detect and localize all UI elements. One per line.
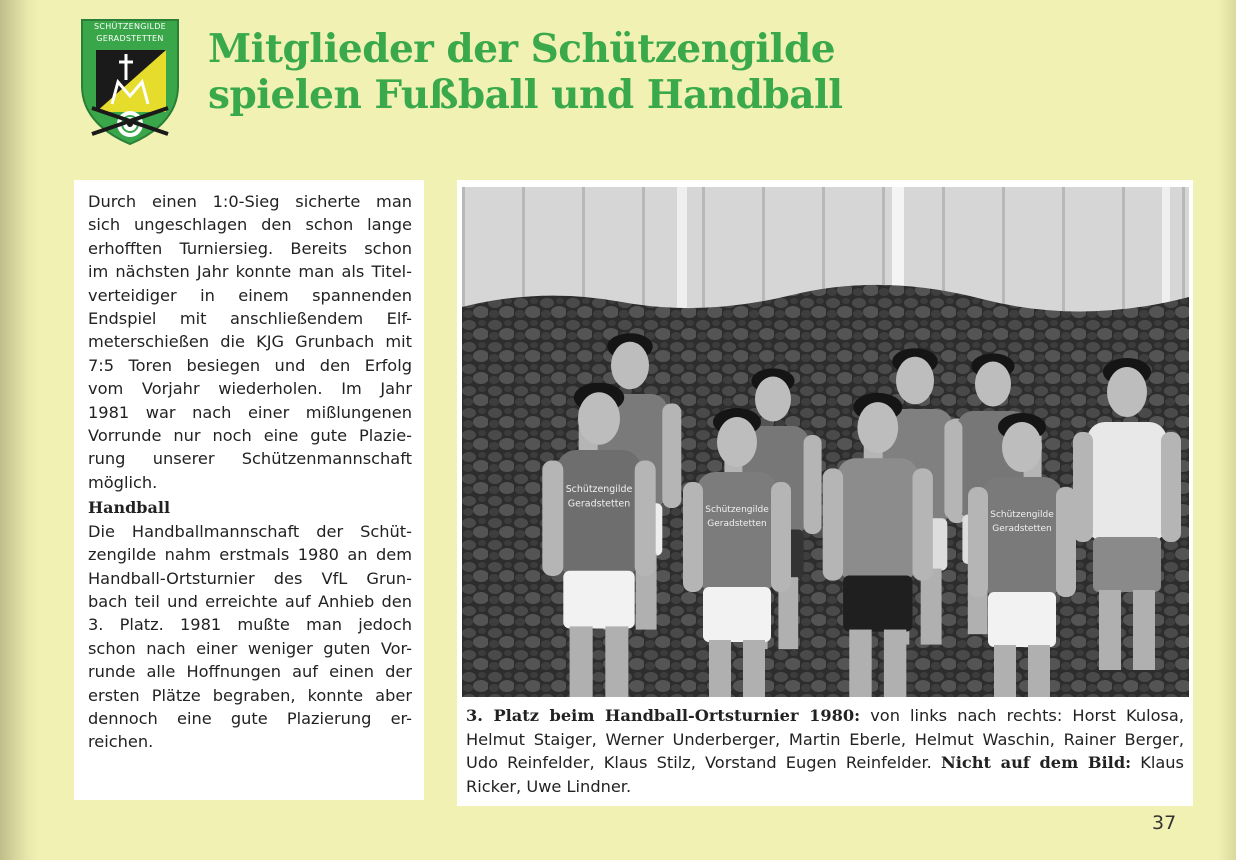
- fussball-text-line: vom Vorjahr wiederholen. Im Jahr: [88, 379, 412, 399]
- fussball-text-line: Durch einen 1:0-Sieg sicherte man: [88, 192, 412, 211]
- handball-subheading: Handball: [88, 498, 171, 518]
- headline-line-2: spielen Fußball und Handball: [208, 72, 843, 118]
- caption-names: von links nach rechts: Horst Kulosa, Helmut Staiger, Werner Underberger, Martin Eberle, Helmut Waschin, Rainer Berger, Udo Reinfelder, Klaus Stilz, Vorstand Eugen Reinfelder.: [466, 706, 1184, 772]
- jersey-lettering: Geradstetten: [567, 498, 631, 510]
- fussball-text-line: im nächsten Jahr konnte man als Titel-: [88, 262, 412, 282]
- fussball-text-line: möglich.: [88, 472, 158, 492]
- handball-text-line: reichen.: [88, 732, 154, 752]
- handball-text-line: bach teil und erreichte auf Anhieb den: [88, 591, 412, 611]
- fussball-text-line: verteidiger in einem spannenden: [88, 285, 412, 305]
- page-edge-shadow: [1218, 0, 1236, 860]
- jersey-lettering: Geradstetten: [992, 524, 1052, 534]
- caption-not-shown-label: Nicht auf dem Bild:: [940, 753, 1132, 772]
- handball-text-line: Handball-Ortsturnier des VfL Grun-: [88, 568, 412, 588]
- handball-text-line: schon nach einer weniger guten Vor-: [88, 638, 412, 658]
- jersey-lettering: Schützengilde: [705, 505, 769, 515]
- jersey-lettering: Geradstetten: [707, 519, 767, 529]
- fussball-text-line: erhofften Turniersieg. Bereits schon: [88, 238, 412, 258]
- page-number: 37: [1152, 812, 1177, 834]
- page-headline: [208, 26, 968, 118]
- handball-paragraph: [88, 520, 412, 754]
- page-gutter-shadow: [0, 0, 40, 860]
- fussball-text-line: Endspiel mit anschließendem Elf-: [88, 309, 412, 329]
- handball-text-line: Die Handballmannschaft der Schüt-: [88, 521, 412, 541]
- fussball-text-line: 7:5 Toren besiegen und den Erfolg: [88, 355, 412, 375]
- fussball-text-line: meterschießen die KJG Grunbach mit: [88, 332, 412, 352]
- crest-text-line1: SCHÜTZENGILDE: [93, 22, 167, 31]
- headline-line-1: Mitglieder der Schützengilde: [208, 26, 836, 72]
- handball-text-line: runde alle Hoffnungen auf einen der: [88, 662, 412, 682]
- team-photo-image: [462, 187, 1189, 697]
- caption-missing-names: Klaus Ricker, Uwe Lindner.: [466, 753, 1184, 796]
- fussball-text-line: sich ungeschlagen den schon lange: [88, 215, 412, 235]
- jersey-lettering: Schützengilde: [990, 510, 1054, 520]
- fussball-text-line: rung unserer Schützenmannschaft: [88, 449, 412, 469]
- team-photo: [462, 187, 1189, 697]
- body-text-box: [74, 180, 424, 800]
- fussball-paragraph: [88, 190, 412, 494]
- caption-lead: 3. Platz beim Handball-Ortsturnier 1980:: [466, 706, 861, 725]
- handball-text-line: 3. Platz. 1981 mußte man jedoch: [88, 615, 412, 635]
- fussball-text-line: Vorrunde nur noch eine gute Plazie-: [88, 426, 412, 446]
- club-crest: [78, 16, 182, 146]
- handball-text-line: zengilde nahm erstmals 1980 an dem: [88, 545, 412, 565]
- jersey-lettering: Schützengilde: [565, 484, 633, 495]
- handball-text-line: dennoch eine gute Plazierung er-: [88, 708, 412, 728]
- photo-caption: [466, 704, 1184, 798]
- handball-text-line: ersten Plätze begraben, konnte aber: [88, 685, 412, 705]
- crest-text-line2: GERADSTETTEN: [96, 34, 164, 43]
- fussball-text-line: 1981 war nach einer mißlungenen: [88, 402, 412, 422]
